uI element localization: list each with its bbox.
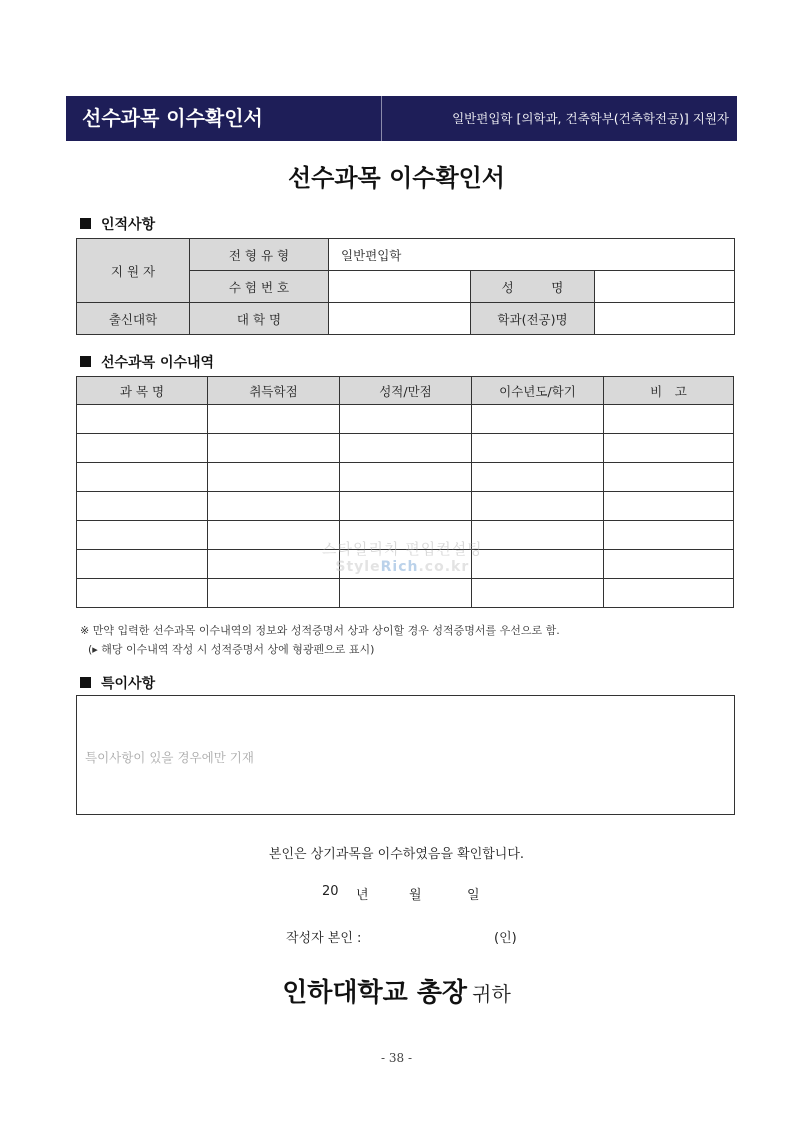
square-bullet-icon — [80, 356, 91, 367]
cell-credits[interactable] — [208, 579, 340, 608]
cell-remarks[interactable] — [604, 579, 734, 608]
cell-year-semester[interactable] — [472, 579, 604, 608]
section-personal-heading — [80, 214, 155, 234]
personal-info-table — [76, 238, 735, 335]
cell-subject[interactable] — [77, 550, 208, 579]
watermark-url-post: .co.kr — [418, 559, 470, 575]
watermark-url-pre: Style — [335, 559, 381, 575]
cell-grade[interactable] — [340, 463, 472, 492]
cell-subject[interactable] — [77, 579, 208, 608]
exam-number-label: 수 험 번 호 — [190, 271, 329, 303]
table-row — [77, 492, 734, 521]
section-special-heading — [80, 673, 155, 693]
addressee-name: 인하대학교 총장 — [282, 978, 468, 1008]
cell-subject[interactable] — [77, 405, 208, 434]
watermark-korean: 스타일리치 편입컨설팅 — [322, 540, 483, 558]
origin-school-label: 출신대학 — [77, 303, 190, 335]
column-header-subject: 과 목 명 — [77, 377, 208, 405]
watermark — [322, 538, 483, 575]
header-subtitle: 일반편입학 [의학과, 건축학부(건축학전공)] 지원자 — [452, 111, 729, 126]
cell-remarks[interactable] — [604, 521, 734, 550]
addressee — [0, 972, 793, 1009]
cell-grade[interactable] — [340, 405, 472, 434]
header-divider — [381, 96, 382, 141]
department-field[interactable] — [595, 303, 735, 335]
courses-note-sub: (▸ 해당 이수내역 작성 시 성적증명서 상에 형광펜으로 표시) — [88, 643, 375, 656]
name-label: 성 명 — [471, 271, 595, 303]
date-day: 일 — [467, 888, 480, 903]
special-notes-placeholder: 특이사항이 있을 경우에만 기재 — [85, 750, 254, 765]
cell-grade[interactable] — [340, 492, 472, 521]
column-header-credits: 취득학점 — [208, 377, 340, 405]
special-notes-box[interactable] — [76, 695, 735, 815]
cell-subject[interactable] — [77, 463, 208, 492]
cell-remarks[interactable] — [604, 405, 734, 434]
cell-subject[interactable] — [77, 521, 208, 550]
cell-credits[interactable] — [208, 463, 340, 492]
cell-credits[interactable] — [208, 492, 340, 521]
header-title: 선수과목 이수확인서 — [82, 106, 263, 130]
courses-note: ※ 만약 입력한 선수과목 이수내역의 정보와 성적증명서 상과 상이할 경우 성적증명서를 우선으로 함. — [80, 624, 560, 637]
admission-type-value[interactable]: 일반편입학 — [329, 239, 735, 271]
university-field[interactable] — [329, 303, 471, 335]
cell-remarks[interactable] — [604, 463, 734, 492]
cell-year-semester[interactable] — [472, 521, 604, 550]
date-year: 년 — [356, 888, 369, 903]
addressee-suffix: 귀하 — [472, 982, 511, 1006]
cell-credits[interactable] — [208, 521, 340, 550]
university-label: 대 학 명 — [190, 303, 329, 335]
cell-grade[interactable] — [340, 434, 472, 463]
document-title: 선수과목 이수확인서 — [287, 164, 505, 192]
cell-subject[interactable] — [77, 434, 208, 463]
cell-year-semester[interactable] — [472, 550, 604, 579]
table-row — [77, 434, 734, 463]
signature-label: 작성자 본인 : — [286, 931, 362, 946]
section-special-title: 특이사항 — [101, 676, 156, 692]
cell-year-semester[interactable] — [472, 405, 604, 434]
header-banner — [66, 96, 737, 141]
cell-remarks[interactable] — [604, 492, 734, 521]
page-number: - 38 - — [380, 1051, 412, 1065]
date-month: 월 — [409, 888, 422, 903]
admission-type-label: 전 형 유 형 — [190, 239, 329, 271]
column-header-grade: 성적/만점 — [340, 377, 472, 405]
table-row — [77, 463, 734, 492]
cell-remarks[interactable] — [604, 550, 734, 579]
signature-seal: (인) — [494, 931, 517, 946]
department-label: 학과(전공)명 — [471, 303, 595, 335]
cell-remarks[interactable] — [604, 434, 734, 463]
watermark-url-accent: Rich — [380, 559, 419, 575]
cell-year-semester[interactable] — [472, 434, 604, 463]
table-row — [77, 405, 734, 434]
cell-credits[interactable] — [208, 550, 340, 579]
name-field[interactable] — [595, 271, 735, 303]
applicant-label: 지 원 자 — [77, 239, 190, 303]
section-courses-title: 선수과목 이수내역 — [101, 355, 215, 371]
watermark-url — [322, 559, 483, 575]
section-courses-heading — [80, 352, 214, 372]
section-personal-title: 인적사항 — [101, 217, 156, 233]
cell-credits[interactable] — [208, 405, 340, 434]
exam-number-field[interactable] — [329, 271, 471, 303]
column-header-year-semester: 이수년도/학기 — [472, 377, 604, 405]
cell-subject[interactable] — [77, 492, 208, 521]
cell-grade[interactable] — [340, 579, 472, 608]
table-row — [77, 579, 734, 608]
column-header-remarks: 비 고 — [604, 377, 734, 405]
square-bullet-icon — [80, 218, 91, 229]
square-bullet-icon — [80, 677, 91, 688]
cell-year-semester[interactable] — [472, 463, 604, 492]
cell-year-semester[interactable] — [472, 492, 604, 521]
date-year-prefix: 20 — [322, 884, 339, 899]
cell-credits[interactable] — [208, 434, 340, 463]
confirmation-text: 본인은 상기과목을 이수하였음을 확인합니다. — [268, 847, 525, 862]
